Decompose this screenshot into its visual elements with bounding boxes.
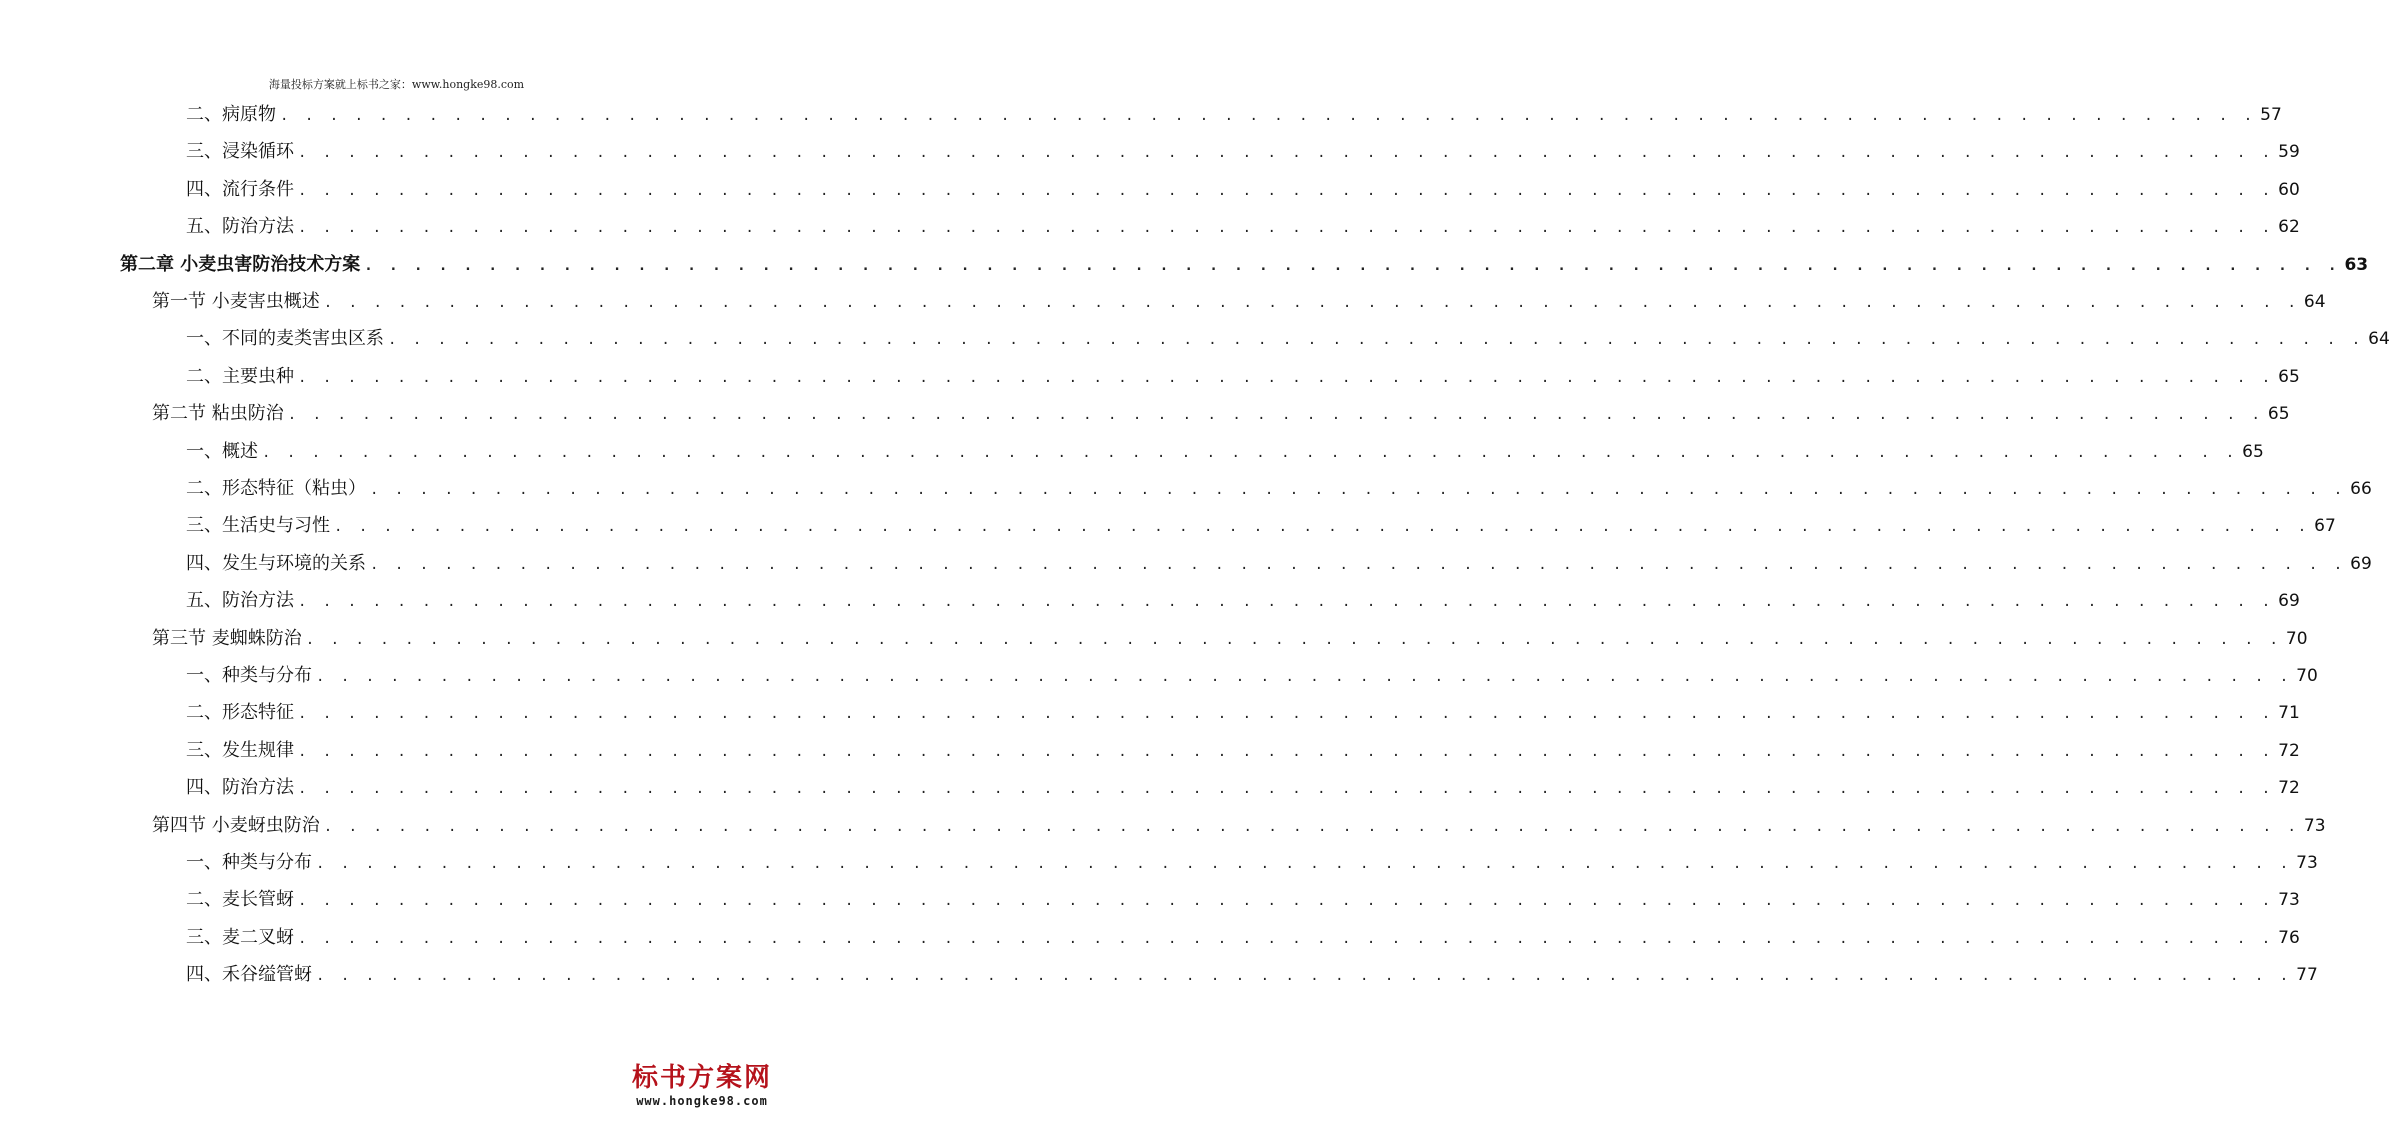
toc-page-number: 77 bbox=[2296, 965, 2318, 986]
watermark-logo bbox=[627, 1062, 777, 1108]
toc-entry-item bbox=[186, 474, 2372, 504]
toc-page-number: 57 bbox=[2260, 105, 2282, 125]
toc-page-number: 64 bbox=[2303, 292, 2326, 312]
toc-entry-title: 二、形态特征 bbox=[186, 702, 294, 724]
toc-page-number: 73 bbox=[2296, 853, 2318, 873]
toc-entry-title: 二、形态特征（粘虫） bbox=[186, 478, 366, 499]
toc-entry-section bbox=[152, 287, 2326, 317]
toc-entry-title: 五、防治方法 bbox=[186, 590, 294, 612]
toc-entry-chapter bbox=[120, 250, 2369, 280]
toc-dot-leader: . . . . . . . . . . . . . . . . . . . . . . . . . . . . . . . . . . . . . . . . . . . . . . . . . . . . . . . . . . . . . . . . . . . . . . . . . . . . . . . . bbox=[298, 369, 2275, 386]
toc-entry-title: 第二节 粘虫防治 bbox=[152, 403, 284, 425]
toc-entry-item bbox=[186, 511, 2336, 541]
toc-dot-leader: . . . . . . . . . . . . . . . . . . . . . . . . . . . . . . . . . . . . . . . . . . . . . . . . . . . . . . . . . . . . . . . . . . . . . . . . . . . . . . . . bbox=[298, 893, 2275, 910]
toc-dot-leader: . . . . . . . . . . . . . . . . . . . . . . . . . . . . . . . . . . . . . . . . . . . . . . . . . . . . . . . . . . . . . . . . . . . . . . . . . . . . . . . . bbox=[323, 818, 2300, 835]
toc-page-number: 66 bbox=[2350, 479, 2372, 499]
toc-entry-item bbox=[186, 923, 2300, 953]
toc-entry-title: 一、种类与分布 bbox=[186, 852, 312, 873]
toc-entry-title: 三、浸染循环 bbox=[186, 141, 294, 163]
toc-page-number: 70 bbox=[2285, 628, 2308, 649]
toc-dot-leader: . . . . . . . . . . . . . . . . . . . . . . . . . . . . . . . . . . . . . . . . . . . . . . . . . . . . . . . . . . . . . . . . . . . . . . . . . . . . . . . . bbox=[298, 145, 2275, 162]
toc-page-number: 65 bbox=[2267, 404, 2290, 425]
toc-entry-item bbox=[186, 698, 2300, 728]
toc-entry-title: 三、发生规律 bbox=[186, 739, 294, 761]
toc-dot-leader: . . . . . . . . . . . . . . . . . . . . . . . . . . . . . . . . . . . . . . . . . . . . . . . . . . . . . . . . . . . . . . . . . . . . . . . . . . . . . . . . bbox=[316, 968, 2293, 985]
toc-entry-title: 四、禾谷缢管蚜 bbox=[186, 964, 312, 986]
toc-page-number: 64 bbox=[2368, 329, 2390, 350]
toc-dot-leader: . . . . . . . . . . . . . . . . . . . . . . . . . . . . . . . . . . . . . . . . . . . . . . . . . . . . . . . . . . . . . . . . . . . . . . . . . . . . . . . . bbox=[298, 594, 2275, 611]
toc-entry-item bbox=[186, 437, 2264, 467]
toc-entry-title: 一、种类与分布 bbox=[186, 665, 312, 686]
toc-page-number: 72 bbox=[2278, 778, 2300, 799]
page-header: 海量投标方案就上标书之家：www.hongke98.com bbox=[268, 78, 525, 91]
toc-entry-title: 第一节 小麦害虫概述 bbox=[152, 291, 320, 312]
toc-entry-item bbox=[186, 100, 2282, 130]
toc-entry-item bbox=[186, 736, 2300, 766]
toc-dot-leader: . . . . . . . . . . . . . . . . . . . . . . . . . . . . . . . . . . . . . . . . . . . . . . . . . . . . . . . . . . . . . . . . . . . . . . . . . . . . . . . . bbox=[298, 781, 2275, 798]
toc-entry-title: 五、防治方法 bbox=[186, 216, 294, 238]
toc-dot-leader: . . . . . . . . . . . . . . . . . . . . . . . . . . . . . . . . . . . . . . . . . . . . . . . . . . . . . . . . . . . . . . . . . . . . . . . . . . . . . . . . bbox=[298, 706, 2275, 723]
toc-entry-item bbox=[186, 773, 2300, 803]
toc-dot-leader: . . . . . . . . . . . . . . . . . . . . . . . . . . . . . . . . . . . . . . . . . . . . . . . . . . . . . . . . . . . . . . . . . . . . . . . . . . . . . . . . bbox=[370, 482, 2347, 498]
toc-page-number: 73 bbox=[2278, 890, 2300, 911]
toc-dot-leader: . . . . . . . . . . . . . . . . . . . . . . . . . . . . . . . . . . . . . . . . . . . . . . . . . . . . . . . . . . . . . . . . . . . . . . . . . . . . . . . . bbox=[334, 519, 2311, 536]
toc-dot-leader: . . . . . . . . . . . . . . . . . . . . . . . . . . . . . . . . . . . . . . . . . . . . . . . . . . . . . . . . . . . . . . . . . . . . . . . . . . . . . . . . bbox=[298, 182, 2275, 199]
toc-entry-section bbox=[152, 624, 2308, 654]
toc-page-number: 69 bbox=[2350, 553, 2372, 574]
toc-entry-item bbox=[186, 137, 2300, 167]
toc-entry-title: 一、概述 bbox=[186, 440, 258, 462]
toc-entry-item bbox=[186, 586, 2300, 616]
toc-page-number: 72 bbox=[2278, 740, 2300, 761]
toc-dot-leader: . . . . . . . . . . . . . . . . . . . . . . . . . . . . . . . . . . . . . . . . . . . . . . . . . . . . . . . . . . . . . . . . . . . . . . . . . . . . . . . . bbox=[262, 444, 2239, 461]
toc-page-number: 62 bbox=[2278, 217, 2300, 238]
toc-entry-item bbox=[186, 549, 2372, 579]
toc-page-number: 65 bbox=[2278, 366, 2300, 387]
toc-entry-title: 一、不同的麦类害虫区系 bbox=[186, 328, 384, 350]
toc-entry-title: 三、麦二叉蚜 bbox=[186, 926, 294, 948]
toc-entry-title: 第二章 小麦虫害防治技术方案 bbox=[120, 253, 361, 275]
toc-entry-title: 四、防治方法 bbox=[186, 777, 294, 799]
toc-dot-leader: . . . . . . . . . . . . . . . . . . . . . . . . . . . . . . . . . . . . . . . . . . . . . . . . . . . . . . . . . . . . . . . . . . . . . . . . . . . . . . . . bbox=[364, 257, 2341, 274]
toc-dot-leader: . . . . . . . . . . . . . . . . . . . . . . . . . . . . . . . . . . . . . . . . . . . . . . . . . . . . . . . . . . . . . . . . . . . . . . . . . . . . . . . . bbox=[316, 856, 2293, 872]
toc-dot-leader: . . . . . . . . . . . . . . . . . . . . . . . . . . . . . . . . . . . . . . . . . . . . . . . . . . . . . . . . . . . . . . . . . . . . . . . . . . . . . . . . bbox=[287, 407, 2264, 424]
toc-page-number: 67 bbox=[2314, 516, 2336, 537]
toc-entry-title: 第三节 麦蜘蛛防治 bbox=[152, 627, 302, 649]
toc-entry-item bbox=[186, 212, 2300, 242]
toc-dot-leader: . . . . . . . . . . . . . . . . . . . . . . . . . . . . . . . . . . . . . . . . . . . . . . . . . . . . . . . . . . . . . . . . . . . . . . . . . . . . . . . . bbox=[388, 332, 2365, 349]
toc-entry-title: 二、麦长管蚜 bbox=[186, 889, 294, 911]
watermark-title: 标书方案网 bbox=[631, 1063, 772, 1093]
toc-dot-leader: . . . . . . . . . . . . . . . . . . . . . . . . . . . . . . . . . . . . . . . . . . . . . . . . . . . . . . . . . . . . . . . . . . . . . . . . . . . . . . . . bbox=[316, 669, 2293, 685]
toc-entry-item bbox=[186, 885, 2300, 915]
toc-page-number: 70 bbox=[2296, 666, 2318, 686]
toc-page-number: 73 bbox=[2303, 815, 2326, 836]
toc-entry-title: 三、生活史与习性 bbox=[186, 515, 330, 537]
toc-page-number: 59 bbox=[2278, 142, 2300, 163]
toc-page-number: 63 bbox=[2344, 254, 2369, 275]
toc-dot-leader: . . . . . . . . . . . . . . . . . . . . . . . . . . . . . . . . . . . . . . . . . . . . . . . . . . . . . . . . . . . . . . . . . . . . . . . . . . . . . . . . bbox=[370, 556, 2347, 573]
toc-entry-item bbox=[186, 175, 2300, 205]
toc-entry-item bbox=[186, 960, 2318, 990]
toc-entry-title: 四、发生与环境的关系 bbox=[186, 552, 366, 574]
toc-entry-title: 四、流行条件 bbox=[186, 178, 294, 200]
toc-entry-item bbox=[186, 848, 2318, 878]
toc-page-number: 76 bbox=[2278, 927, 2300, 948]
toc-dot-leader: . . . . . . . . . . . . . . . . . . . . . . . . . . . . . . . . . . . . . . . . . . . . . . . . . . . . . . . . . . . . . . . . . . . . . . . . . . . . . . . . bbox=[280, 108, 2257, 124]
toc-entry-title: 二、主要虫种 bbox=[186, 365, 294, 387]
toc-dot-leader: . . . . . . . . . . . . . . . . . . . . . . . . . . . . . . . . . . . . . . . . . . . . . . . . . . . . . . . . . . . . . . . . . . . . . . . . . . . . . . . . bbox=[298, 743, 2275, 760]
toc-dot-leader: . . . . . . . . . . . . . . . . . . . . . . . . . . . . . . . . . . . . . . . . . . . . . . . . . . . . . . . . . . . . . . . . . . . . . . . . . . . . . . . . bbox=[298, 930, 2275, 947]
watermark-url: www.hongke98.com bbox=[636, 1094, 768, 1108]
toc-dot-leader: . . . . . . . . . . . . . . . . . . . . . . . . . . . . . . . . . . . . . . . . . . . . . . . . . . . . . . . . . . . . . . . . . . . . . . . . . . . . . . . . bbox=[305, 631, 2282, 648]
toc-entry-section bbox=[152, 399, 2290, 429]
toc-entry-title: 第四节 小麦蚜虫防治 bbox=[152, 814, 320, 836]
toc-dot-leader: . . . . . . . . . . . . . . . . . . . . . . . . . . . . . . . . . . . . . . . . . . . . . . . . . . . . . . . . . . . . . . . . . . . . . . . . . . . . . . . . bbox=[323, 295, 2300, 311]
toc-entry-title: 二、病原物 bbox=[186, 104, 276, 125]
toc-dot-leader: . . . . . . . . . . . . . . . . . . . . . . . . . . . . . . . . . . . . . . . . . . . . . . . . . . . . . . . . . . . . . . . . . . . . . . . . . . . . . . . . bbox=[298, 220, 2275, 237]
toc-entry-section bbox=[152, 811, 2326, 841]
toc-entry-item bbox=[186, 661, 2318, 691]
toc-entry-item bbox=[186, 362, 2300, 392]
toc-page-number: 69 bbox=[2278, 591, 2300, 612]
toc-page-number: 60 bbox=[2278, 179, 2300, 200]
toc-entry-item bbox=[186, 324, 2390, 354]
toc-page-number: 65 bbox=[2242, 441, 2264, 462]
toc-page-number: 71 bbox=[2278, 703, 2300, 724]
